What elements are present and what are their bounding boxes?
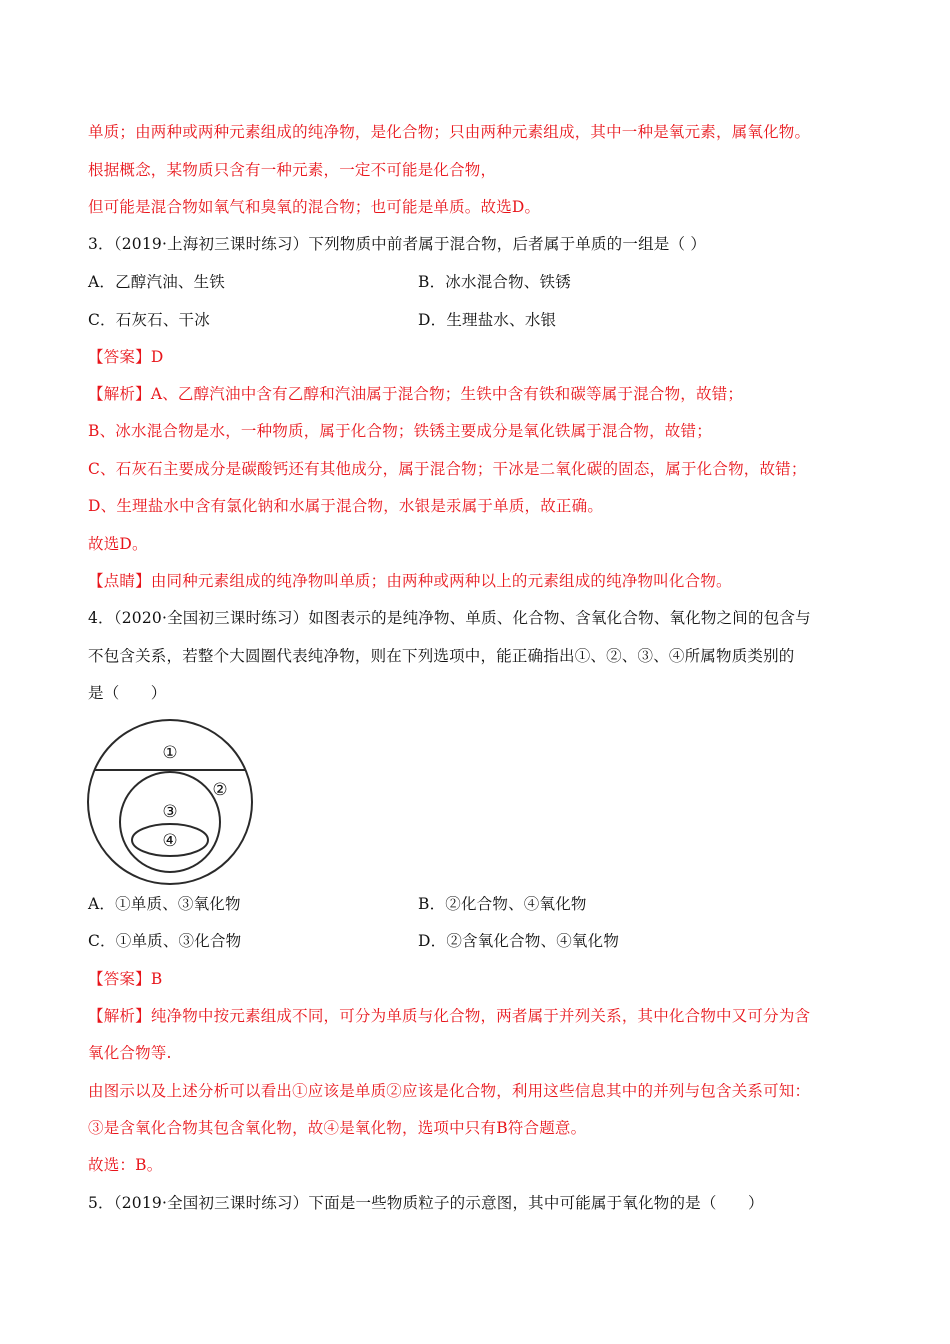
- q3-note-tag: 【点睛】: [88, 572, 151, 590]
- q4-answer-value: B: [150, 970, 163, 988]
- prev-explanation-line-1: 单质；由两种或两种元素组成的纯净物，是化合物；只由两种元素组成，其中一种是氧元素，属氧化物。: [88, 123, 811, 141]
- q4-answer: [88, 969, 162, 989]
- q4-analysis-line-4: ③是含氧化合物其包含氧化物，故④是氧化物，选项中只有B符合题意。: [88, 1119, 587, 1137]
- q3-analysis-line-4: D、生理盐水中含有氯化钠和水属于混合物，水银是汞属于单质，故正确。: [88, 497, 604, 515]
- q3-option-c: C．石灰石、干冰: [88, 311, 210, 329]
- q3-stem: 3．（2019·上海初三课时练习）下列物质中前者属于混合物，后者属于单质的一组是（ ）: [88, 235, 707, 253]
- q4-option-d: D．②含氧化合物、④氧化物: [418, 932, 620, 950]
- label-1: ①: [162, 743, 178, 763]
- q4-stem-line-3: 是（ ）: [88, 684, 167, 702]
- q3-analysis-text-1: A、乙醇汽油中含有乙醇和汽油属于混合物；生铁中含有铁和碳等属于混合物，故错；: [150, 385, 744, 403]
- q3-analysis-line-1: [88, 384, 743, 404]
- q4-analysis-tag: 【解析】: [88, 1007, 151, 1025]
- q3-option-b: B．冰水混合物、铁锈: [418, 273, 571, 291]
- q4-option-b: B．②化合物、④氧化物: [418, 895, 587, 913]
- q3-analysis-line-3: C、石灰石主要成分是碳酸钙还有其他成分，属于混合物；干冰是二氧化碳的固态，属于化合物，故错；: [88, 460, 807, 478]
- q4-answer-tag: 【答案】: [88, 970, 151, 988]
- q5-stem: 5．（2019·全国初三课时练习）下面是一些物质粒子的示意图，其中可能属于氧化物的是（ ）: [88, 1194, 764, 1212]
- q4-analysis-line-3: 由图示以及上述分析可以看出①应该是单质②应该是化合物，利用这些信息其中的并列与包含关系可知：: [88, 1082, 811, 1100]
- classification-diagram: [86, 718, 256, 888]
- q4-option-c: C．①单质、③化合物: [88, 932, 242, 950]
- q3-note-text: 由同种元素组成的纯净物叫单质；由两种或两种以上的元素组成的纯净物叫化合物。: [150, 572, 732, 590]
- q3-answer: [88, 347, 163, 367]
- label-3: ③: [162, 802, 178, 822]
- q3-answer-value: D: [150, 348, 164, 366]
- q3-option-a: A．乙醇汽油、生铁: [88, 273, 225, 291]
- q4-analysis-line-1: [88, 1006, 810, 1026]
- label-2: ②: [212, 780, 228, 800]
- q4-analysis-text-1: 纯净物中按元素组成不同，可分为单质与化合物，两者属于并列关系，其中化合物中又可分为含: [150, 1007, 811, 1025]
- q3-analysis-line-2: B、冰水混合物是水，一种物质，属于化合物；铁锈主要成分是氧化铁属于混合物，故错；: [88, 422, 712, 440]
- q3-answer-tag: 【答案】: [88, 348, 151, 366]
- label-4: ④: [162, 831, 178, 851]
- q3-option-d: D．生理盐水、水银: [418, 311, 557, 329]
- prev-explanation-line-2: 根据概念，某物质只含有一种元素，一定不可能是化合物，: [88, 161, 497, 179]
- q4-stem-line-1: 4．（2020·全国初三课时练习）如图表示的是纯净物、单质、化合物、含氧化合物、氧化物之间的包含与: [88, 609, 811, 627]
- q4-analysis-line-5: 故选：B。: [88, 1156, 163, 1174]
- q4-stem-line-2: 不包含关系，若整个大圆圈代表纯净物，则在下列选项中，能正确指出①、②、③、④所属物质类别的: [88, 647, 795, 665]
- prev-explanation-line-3: 但可能是混合物如氧气和臭氧的混合物；也可能是单质。故选D。: [88, 198, 541, 216]
- q3-analysis-line-5: 故选D。: [88, 535, 148, 553]
- q3-note: [88, 571, 732, 591]
- q4-option-a: A．①单质、③氧化物: [88, 895, 241, 913]
- q3-analysis-tag: 【解析】: [88, 385, 151, 403]
- q4-analysis-line-2: 氧化合物等.: [88, 1044, 172, 1062]
